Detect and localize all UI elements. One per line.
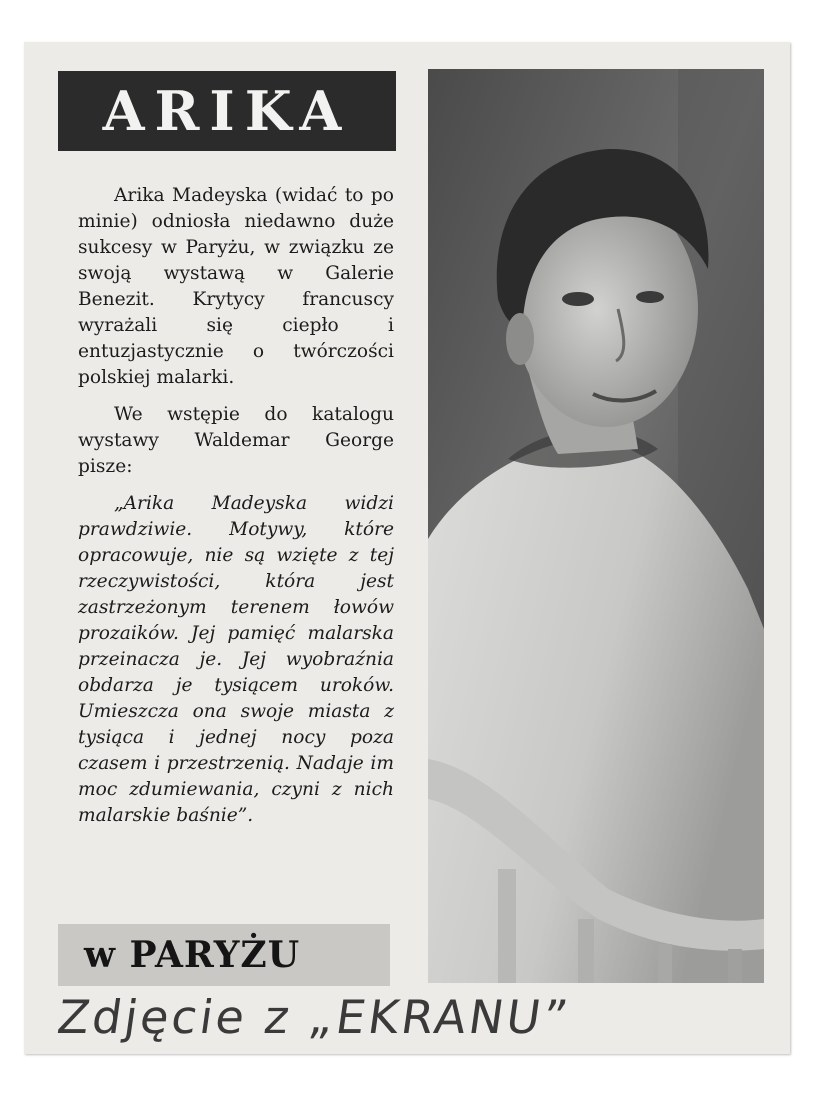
handwritten-note: Zdjęcie z „EKRANU” <box>54 990 574 1044</box>
subhead: w PARYŻU <box>58 924 390 986</box>
portrait-photo-icon <box>428 69 764 983</box>
article-body <box>78 183 394 829</box>
newspaper-clipping <box>24 42 790 1054</box>
article-paragraph: We wstępie do katalogu wystawy Waldemar George pisze: <box>78 404 394 477</box>
article-quote: „Arika Madeyska widzi prawdziwie. Motywy, które opracowuje, nie są wzięte z tej rzeczywistości, która jest zastrzeżonym terenem łowów prozaików. Jej pamięć malarska przeinacza je. Jej wyobraźnia obdarza je tysiącem uroków. Umieszcza ona swoje miasta z tysiąca i jednej nocy poza czasem i przestrzenią. Nadaje im moc zdumiewania, czyni z nich malarskie baśnie”. <box>78 493 394 826</box>
headline: ARIKA <box>58 71 396 151</box>
article-paragraph: Arika Madeyska (widać to po minie) odniosła niedawno duże sukcesy w Paryżu, w związku ze swoją wystawą w Galerie Benezit. Krytycy francuscy wyrażali się ciepło i entuzjastycznie o twórczości polskiej malarki. <box>78 185 394 388</box>
